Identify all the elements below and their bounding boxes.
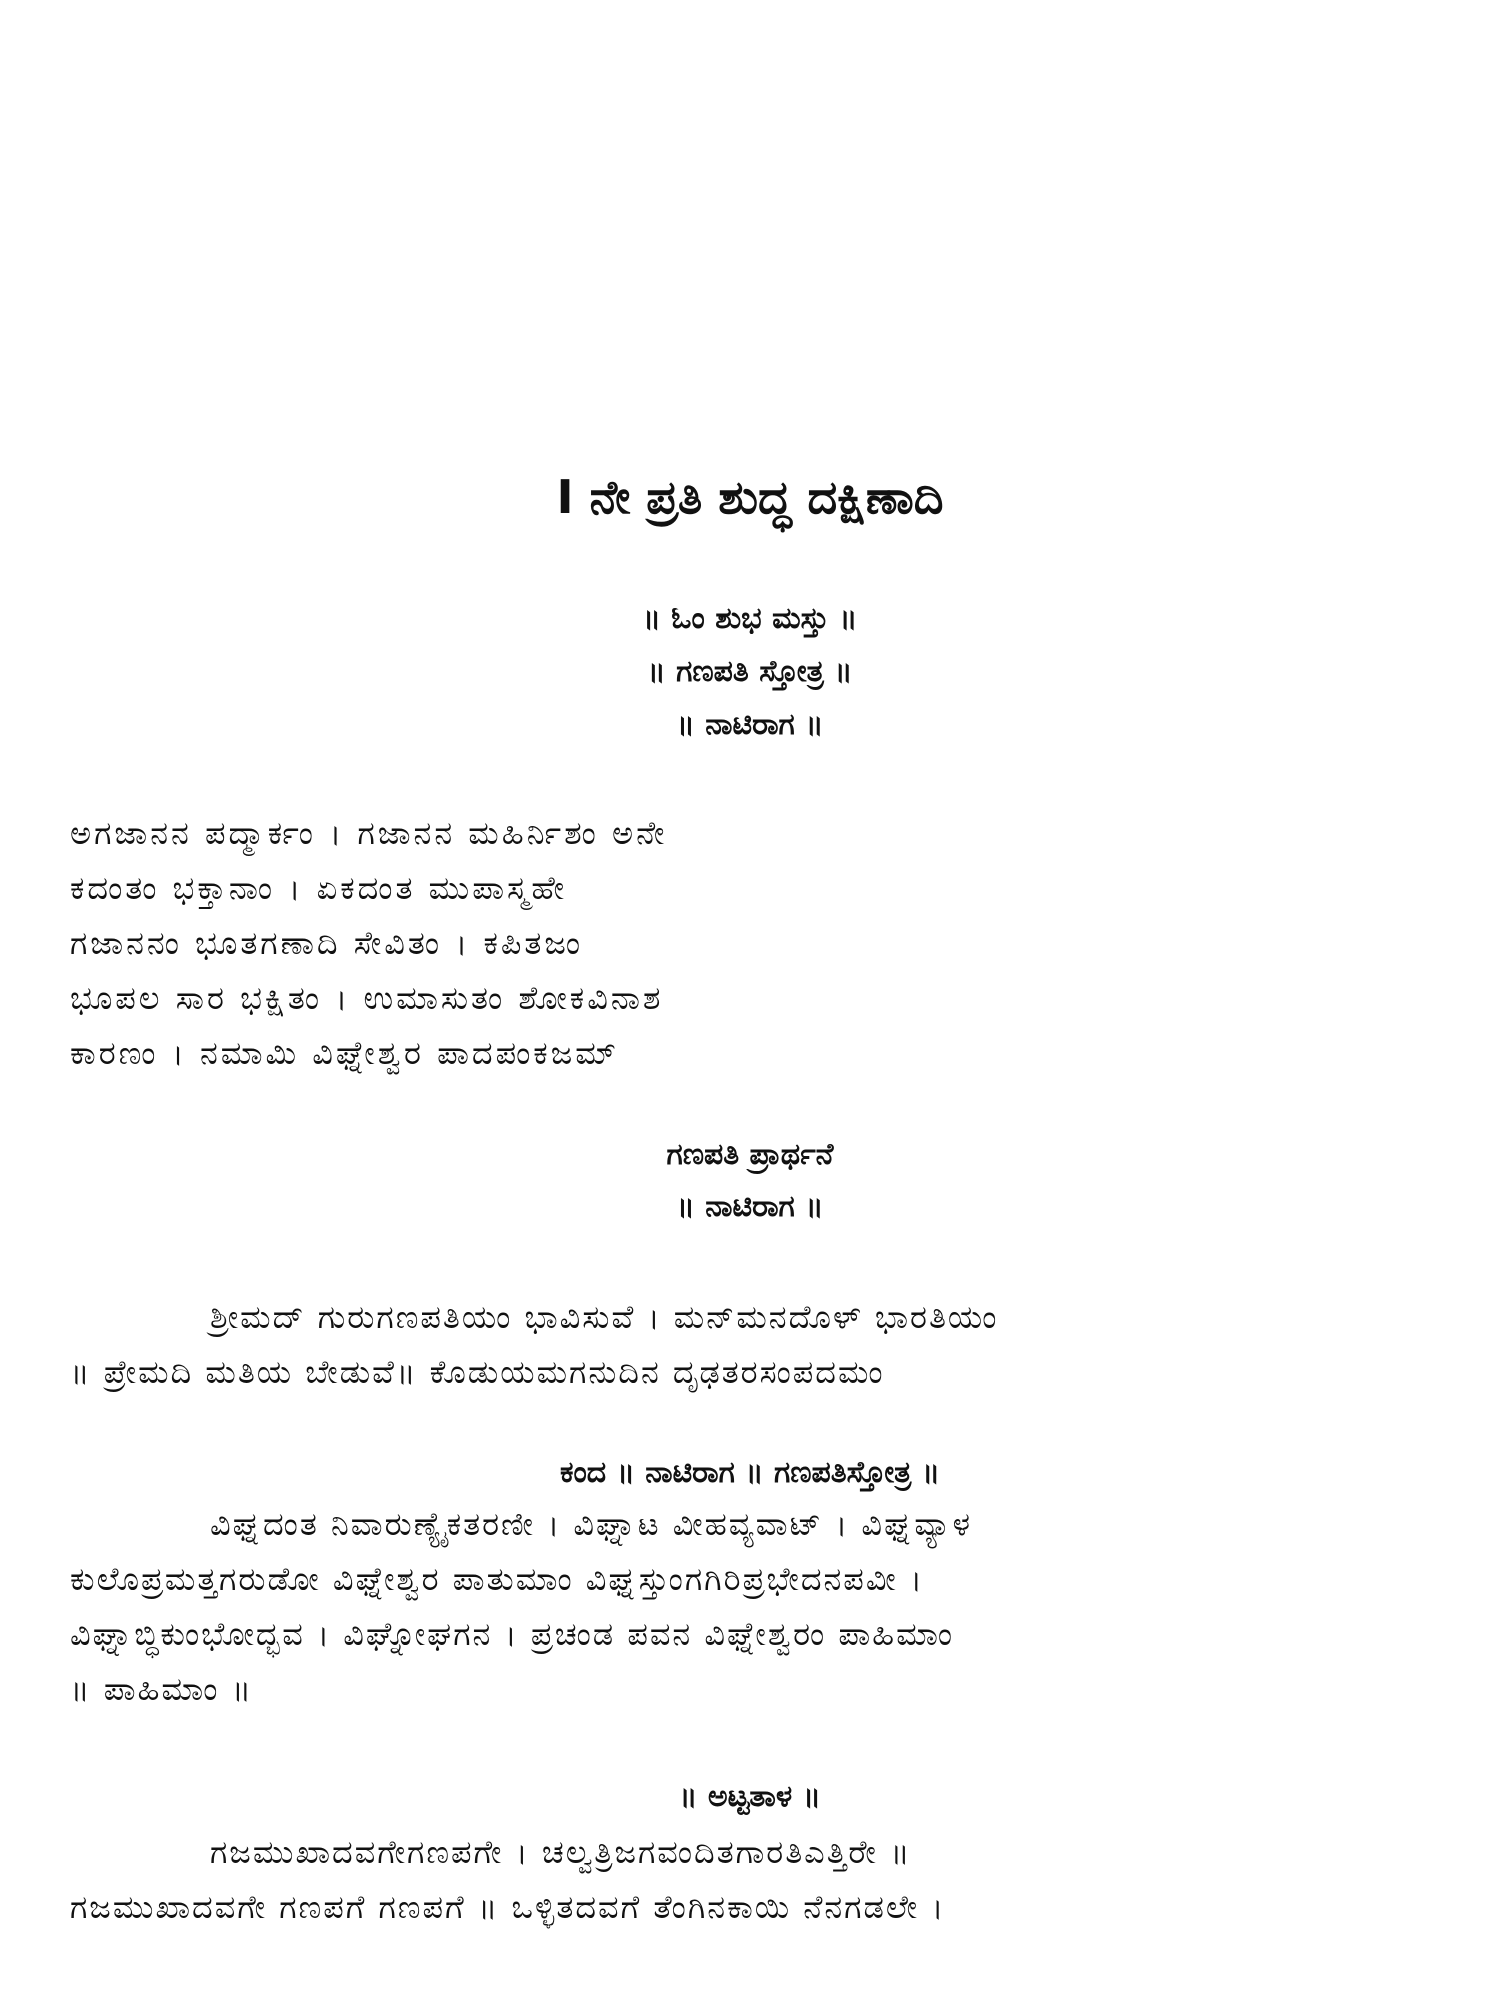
verse-line: ಕಾರಣಂ । ನಮಾಮಿ ವಿಘ್ನೇಶ್ವರ ಪಾದಪಂಕಜಮ್ [70, 1034, 620, 1072]
heading-kanda-natiraga: ಕಂದ ॥ ನಾಟಿರಾಗ ॥ ಗಣಪತಿಸ್ತೋತ್ರ ॥ [559, 1455, 941, 1490]
heading-natiraga-2: ॥ ನಾಟಿರಾಗ ॥ [676, 1189, 824, 1224]
verse-attatala [70, 1825, 1470, 1935]
verse-ganapati-prarthane [70, 1290, 1470, 1400]
heading-ganapati-stotra: ॥ ಗಣಪತಿ ಸ್ತೋತ್ರ ॥ [647, 654, 853, 689]
verse-line: ಗಜಮುಖಾದವಗೇಗಣಪಗೇ । ಚಲ್ವತ್ರಿಜಗವಂದಿತಗಾರತಿಎತ್ತಿರೇ ॥ [210, 1833, 912, 1871]
verse-line: ಗಜಮುಖಾದವಗೇ ಗಣಪಗೆ ಗಣಪಗೆ ॥ ಒಳ್ಳಿತದವಗೆ ತೆಂಗಿನಕಾಯಿ ನೆನಗಡಲೇ । [70, 1888, 946, 1926]
verse-line: ಅಗಜಾನನ ಪದ್ಮಾರ್ಕಂ । ಗಜಾನನ ಮಹಿರ್ನಿಶಂ ಅನೇ [70, 814, 668, 852]
heading-ganapati-prarthane: ಗಣಪತಿ ಪ್ರಾರ್ಥನೆ [666, 1137, 834, 1172]
verse-line: ಗಜಾನನಂ ಭೂತಗಣಾದಿ ಸೇವಿತಂ । ಕಪಿತಜಂ [70, 924, 584, 962]
heading-natiraga: ॥ ನಾಟಿರಾಗ ॥ [676, 707, 824, 742]
verse-line: ಭೂಪಲ ಸಾರ ಭಕ್ಷಿತಂ । ಉಮಾಸುತಂ ಶೋಕವಿನಾಶ [70, 979, 664, 1017]
verse-line: ಕದಂತಂ ಭಕ್ತಾನಾಂ । ಏಕದಂತ ಮುಪಾಸ್ಮಹೇ [70, 869, 568, 907]
verse-line: ॥ ಪಾಹಿಮಾಂ ॥ [70, 1670, 254, 1708]
verse-kanda-stotra [70, 1497, 1470, 1717]
verse-ganapati-stotra [70, 806, 1470, 1081]
verse-line: ಕುಲೊಪ್ರಮತ್ತಗರುಡೋ ವಿಘ್ನೇಶ್ವರ ಪಾತುಮಾಂ ವಿಘ್ನಸ್ತುಂಗಗಿರಿಪ್ರಭೇದನಪವೀ । [70, 1560, 925, 1598]
heading-attatala: ॥ ಅಟ್ಟತಾಳ ॥ [679, 1779, 821, 1814]
page-title: I ನೇ ಪ್ರತಿ ಶುದ್ಧ ದಕ್ಷಿಣಾದಿ [556, 470, 944, 524]
heading-om-shubha: ॥ ಓಂ ಶುಭ ಮಸ್ತು ॥ [642, 601, 858, 636]
verse-line: ॥ ಪ್ರೇಮದಿ ಮತಿಯ ಬೇಡುವೆ॥ ಕೊಡುಯಮಗನುದಿನ ದೃಢತರಸಂಪದಮಂ [70, 1353, 885, 1391]
verse-line: ವಿಘ್ನಾಬ್ಧಿಕುಂಭೋದ್ಭವ । ವಿಘ್ನೋಘಗನ । ಪ್ರಚಂಡ ಪವನ ವಿಘ್ನೇಶ್ವರಂ ಪಾಹಿಮಾಂ [70, 1615, 955, 1653]
verse-line: ವಿಘ್ನದಂತ ನಿವಾರುಣ್ಯೈಕತರಣೀ । ವಿಘ್ನಾಟ ವೀಹವ್ಯವಾಟ್ । ವಿಘ್ನವ್ಯಾಳ [210, 1505, 973, 1543]
verse-line: ಶ್ರೀಮದ್ ಗುರುಗಣಪತಿಯಂ ಭಾವಿಸುವೆ । ಮನ್‌ಮನದೊಳ್ ಭಾರತಿಯಂ [210, 1298, 999, 1336]
